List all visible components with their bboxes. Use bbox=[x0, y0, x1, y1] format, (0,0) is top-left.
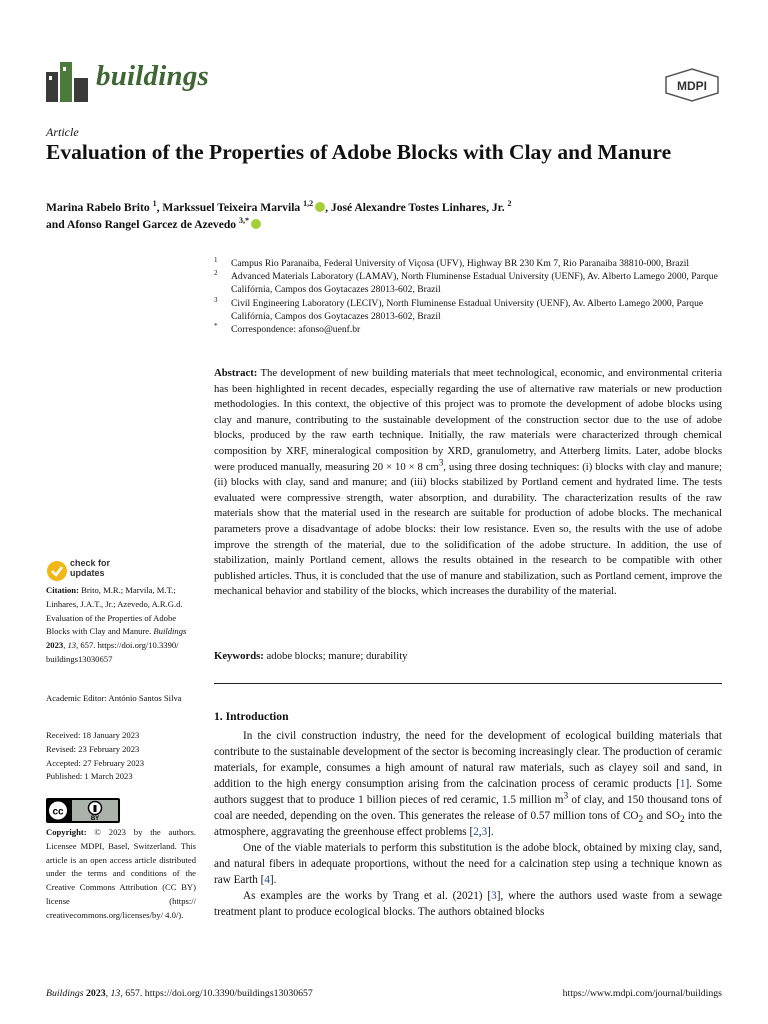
buildings-logo-icon bbox=[46, 62, 88, 102]
article-type: Article bbox=[46, 125, 79, 139]
affiliation-2: 2 Advanced Materials Laboratory (LAMAV), North Fluminense Estadual University (UENF), Av. Alberto Lamego 2000, Parque Califórnia, Campos dos Goytacazes 28013-602, Brazil bbox=[214, 269, 718, 296]
citation-link[interactable]: 2 bbox=[473, 826, 479, 838]
footer-citation: Buildings 2023, 13, 657. https://doi.org/10.3390/buildings13030657 bbox=[46, 988, 313, 999]
date-accepted: Accepted: 27 February 2023 bbox=[46, 757, 145, 768]
affiliation-1: 1 Campus Rio Paranaiba, Federal University of Viçosa (UFV), Highway BR 230 Km 7, Rio Paranaiba 38810-000, Brazil bbox=[214, 256, 690, 269]
paper-title: Evaluation of the Properties of Adobe Blocks with Clay and Manure bbox=[46, 140, 672, 164]
date-published: Published: 1 March 2023 bbox=[46, 771, 133, 782]
cc-icon bbox=[46, 798, 120, 823]
citation-link[interactable]: 4 bbox=[264, 874, 270, 886]
affiliations bbox=[214, 257, 726, 336]
author-list bbox=[46, 199, 726, 233]
keywords-text: adobe blocks; manure; durability bbox=[266, 650, 408, 662]
authors-line-2: and Afonso Rangel Garcez de Azevedo $^{3,*}$ bbox=[46, 216, 726, 233]
citation-block: Citation: Brito, M.R.; Marvila, M.T.; Linhares, J.A.T., Jr.; Azevedo, A.R.G.d. Evaluation of the Properties of Adobe Blocks with Clay and Manure. Buildings 2023, 13, 657. https://doi.org/10.3390/ buildings13030657 bbox=[46, 585, 187, 664]
cc-by-license-badge[interactable] bbox=[46, 798, 120, 823]
section-heading-introduction: 1. Introduction bbox=[214, 710, 289, 723]
correspondence: * Correspondence: afonso@uenf.br bbox=[214, 322, 361, 336]
citation-label: Citation: bbox=[46, 585, 79, 595]
cc-by-label: BY bbox=[90, 816, 100, 822]
journal-name: buildings bbox=[96, 60, 210, 92]
introduction-body bbox=[214, 728, 722, 920]
citation-link[interactable]: 3 bbox=[491, 890, 497, 902]
keywords bbox=[214, 650, 722, 662]
paragraph: One of the viable materials to perform this substitution is the adobe block, obtained by mixing clay, sand, and natural fibers in adequate proportions, without the need for a calcination step using a technique known as raw Earth [4]. bbox=[214, 842, 722, 886]
date-revised: Revised: 23 February 2023 bbox=[46, 743, 140, 754]
orcid-icon[interactable] bbox=[315, 202, 325, 212]
paragraph: As examples are the works by Trang et al. (2021) [3], where the authors used waste from a sewage treatment plant to produce ecological blocks. The authors obtained blocks bbox=[214, 890, 722, 918]
dates-block bbox=[46, 729, 196, 784]
copyright-label: Copyright: bbox=[46, 827, 87, 837]
footer-journal-url[interactable]: https://www.mdpi.com/journal/buildings bbox=[562, 988, 722, 999]
affiliation-3: 3 Civil Engineering Laboratory (LECIV), North Fluminense Estadual University (UENF), Av. Alberto Lamego 2000, Parque Califórnia, Campos dos Goytacazes 28013-602, Brazil bbox=[214, 295, 704, 322]
abstract: Abstract: The development of new building materials that meet technological, economic, and environmental criteria has been highlighted in recent decades, especially regarding the use of alternative raw materials or new production methodologies. In this context, the objective of this project was to promote the development of adobe blocks using clay and manure, contributing to the sustainable development of the construction sector due to the use of adobe blocks, produced by the raw earth technique. Initially, the raw materials were characterized through chemical composition by XRF, mineralogical composition by XRD, granulometry, and Atterberg limits. Later, adobe blocks were produced manually, measuring 20 × 10 × 8 $cm^3$, using three dosing techniques: (i) blocks with clay and manure; (ii) blocks with clay, sand and manure; and (iii) blocks stabilized by Portland cement and hydrated lime. The tests evaluated were compressive strength, water absorption, and durability. The characterization results of the raw materials show that the material used in the research are suitable for production of adobe blocks. The mechanical parameters prove a disadvantage of adobe blocks: their low resistance. Even so, the results with the use of adobe improve the strength of the material, due to the solidification of the adobe structure. In addition, the use of stabilization, mainly Portland cement, allows the results obtained in the research to be compatible with other published articles. Thus, it is concluded that the use of manure and stabilization, such as Portland cement, improve the mechanical behavior and stability of the blocks, which increases the durability of the material. bbox=[214, 367, 722, 598]
citation-link[interactable]: 3 bbox=[481, 826, 488, 838]
orcid-icon[interactable] bbox=[251, 219, 261, 229]
copyright-block: Copyright: © 2023 by the authors. Licensee MDPI, Basel, Switzerland. This article is an open access article distributed under the terms and conditions of the Creative Commons Attribution (CC BY) license (https:// creativecommons.org/licenses/by/ 4.0/). bbox=[46, 827, 196, 920]
svg-text:cc: cc bbox=[52, 806, 64, 818]
section-divider bbox=[214, 683, 722, 684]
authors-line-1: Marina Rabelo Brito $^1$, Markssuel Teixeira Marvila $^{1,2}$ , José Alexandre Tostes Linhares, Jr. $^2$ bbox=[46, 199, 512, 214]
date-received: Received: 18 January 2023 bbox=[46, 730, 140, 740]
paragraph: In the civil construction industry, the need for the development of ecological building materials that contribute to the sustainable development of the sector is becoming increasingly clear. The production of ceramic materials, for example, consumes a high amount of natural raw materials, such as clayey soil and sand, in addition to the high energy consumption arising from the calcination process of ceramic products [1]. Some authors suggest that to produce 1 billion pieces of red ceramic, 1.5 million $m^3$ of clay, and 150 thousand tons of coal are needed, depending on the oven. This generates the release of 0.57 million tons of $CO_2$ and $SO_2$ into the atmosphere, aggravating the greenhouse effect problems [2,3]. bbox=[214, 730, 722, 838]
keywords-label: Keywords: bbox=[214, 650, 264, 662]
academic-editor: Academic Editor: António Santos Silva bbox=[46, 693, 182, 703]
mdpi-logo-icon bbox=[664, 68, 720, 102]
abstract-label: Abstract: bbox=[214, 367, 258, 379]
citation-link[interactable]: 1 bbox=[679, 778, 686, 790]
publisher-name: MDPI bbox=[677, 79, 707, 93]
check-for-updates-icon[interactable] bbox=[46, 560, 68, 582]
check-for-updates[interactable]: check for updates bbox=[70, 558, 111, 578]
